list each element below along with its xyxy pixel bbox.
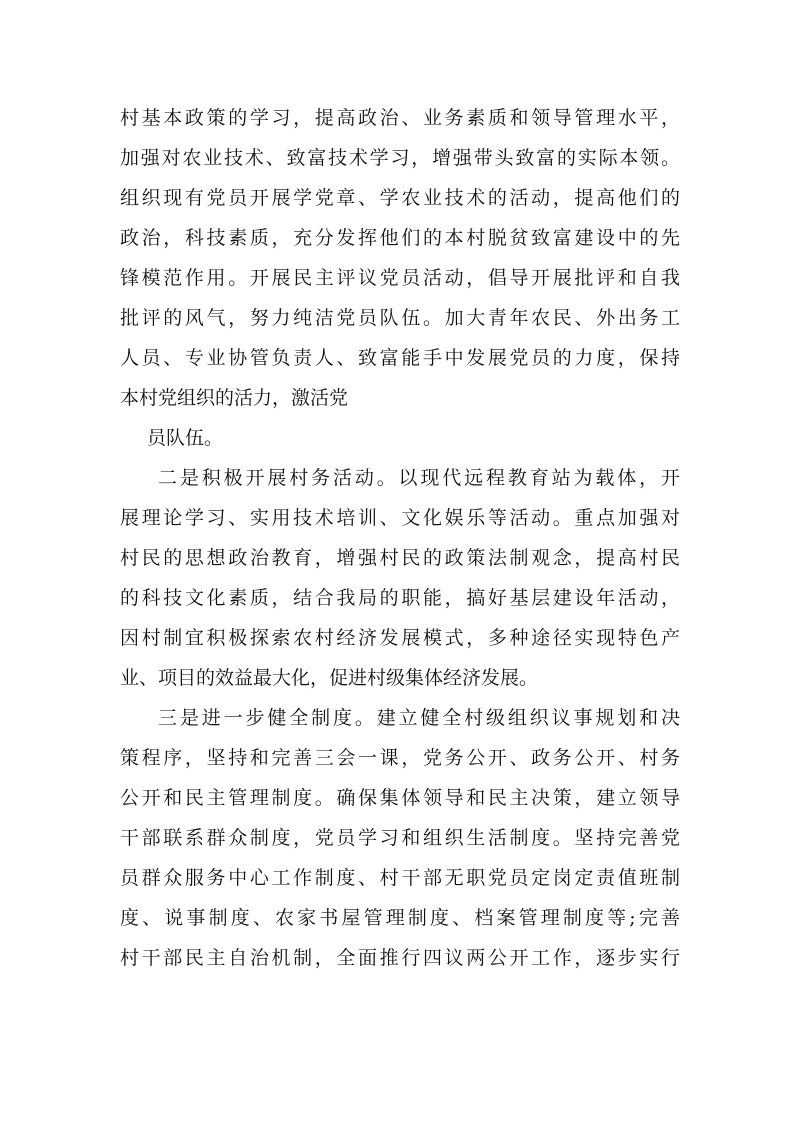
text-line: 政治，科技素质，充分发挥他们的本村脱贫致富建设中的先 (120, 227, 680, 249)
text-line: 村民的思想政治教育，增强村民的政策法制观念，提高村民 (120, 547, 680, 569)
paragraph-start-line: 二是积极开展村务活动。以现代远程教育站为载体，开 (158, 467, 680, 489)
text-line: 人员、专业协管负责人、致富能手中发展党员的力度，保持 (120, 347, 680, 369)
text-line: 因村制宜积极探索农村经济发展模式，多种途径实现特色产 (120, 627, 680, 649)
text-line: 策程序，坚持和完善三会一课，党务公开、政务公开、村务 (120, 747, 680, 769)
text-line: 员群众服务中心工作制度、村干部无职党员定岗定责值班制 (120, 867, 680, 889)
text-line: 公开和民主管理制度。确保集体领导和民主决策，建立领导 (120, 787, 680, 809)
text-line: 加强对农业技术、致富技术学习，增强带头致富的实际本领。 (120, 147, 680, 169)
text-line: 批评的风气，努力纯洁党员队伍。加大青年农民、外出务工 (120, 307, 680, 329)
text-line: 本村党组织的活力，激活党 (120, 387, 349, 409)
body-text (120, 98, 680, 978)
text-line: 锋模范作用。开展民主评议党员活动，倡导开展批评和自我 (120, 267, 680, 289)
text-line: 展理论学习、实用技术培训、文化娱乐等活动。重点加强对 (120, 507, 680, 529)
text-line: 村基本政策的学习，提高政治、业务素质和领导管理水平， (120, 107, 680, 129)
text-line: 员队伍。 (147, 427, 224, 449)
text-line: 组织现有党员开展学党章、学农业技术的活动，提高他们的 (120, 187, 680, 209)
text-line: 村干部民主自治机制，全面推行四议两公开工作，逐步实行 (120, 947, 680, 969)
text-line: 的科技文化素质，结合我局的职能，搞好基层建设年活动， (120, 587, 680, 609)
text-line: 度、说事制度、农家书屋管理制度、档案管理制度等;完善 (120, 907, 680, 929)
text-line: 业、项目的效益最大化，促进村级集体经济发展。 (120, 667, 539, 689)
text-line: 干部联系群众制度，党员学习和组织生活制度。坚持完善党 (120, 827, 680, 849)
paragraph-start-line: 三是进一步健全制度。建立健全村级组织议事规划和决 (158, 707, 680, 729)
